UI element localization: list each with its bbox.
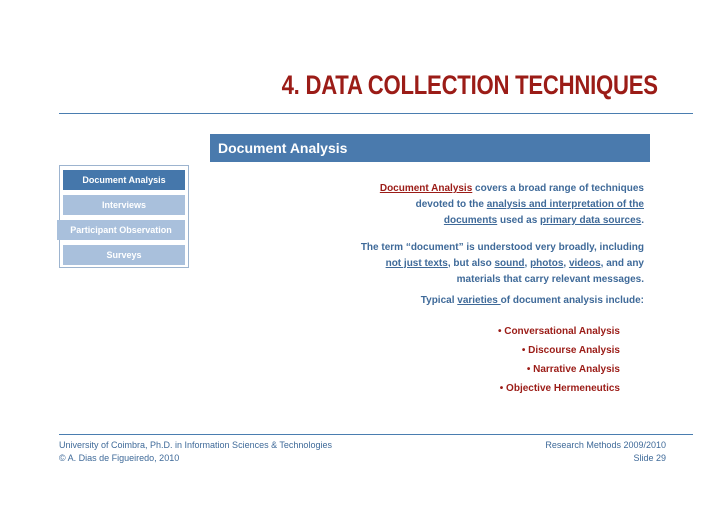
underlined-phrase: not just texts: [385, 258, 448, 269]
text-span: , but also: [447, 258, 495, 269]
text-span: used as: [497, 215, 541, 226]
footer-copyright: © A. Dias de Figueiredo, 2010: [59, 453, 180, 463]
nav-item-document-analysis[interactable]: Document Analysis: [63, 170, 185, 190]
list-item: • Narrative Analysis: [526, 364, 620, 375]
text-span: The term “document” is understood very broadly, including: [360, 242, 644, 253]
nav-item-interviews[interactable]: Interviews: [63, 195, 185, 215]
text-span: ,: [524, 258, 531, 269]
text-span: .: [641, 215, 644, 226]
slide-title: 4. DATA COLLECTION TECHNIQUES: [281, 70, 658, 100]
topic-navigation: [59, 165, 189, 268]
list-item: • Conversational Analysis: [497, 326, 620, 337]
paragraph-document-scope: [350, 240, 644, 288]
paragraph-line: [350, 197, 644, 213]
underlined-phrase: photos: [530, 258, 564, 269]
paragraph-line: [350, 272, 644, 288]
list-item: • Discourse Analysis: [521, 345, 620, 356]
text-span: devoted to the: [415, 199, 487, 210]
text-span: , and any: [600, 258, 644, 269]
paragraph-line: [350, 293, 644, 309]
title-divider: [59, 113, 693, 114]
nav-item-participant-observation[interactable]: Participant Observation: [57, 220, 185, 240]
underlined-phrase: analysis and interpretation of the: [486, 199, 644, 210]
text-span: ,: [563, 258, 569, 269]
text-span: of document analysis include:: [500, 295, 644, 306]
paragraph-definition: [350, 181, 644, 229]
footer-divider: [59, 434, 693, 435]
underlined-phrase: sound: [494, 258, 525, 269]
section-header: Document Analysis: [210, 134, 650, 162]
text-span: Typical: [420, 295, 458, 306]
term-document-analysis: Document Analysis: [379, 183, 473, 194]
text-span: covers a broad range of techniques: [472, 183, 644, 194]
paragraph-line: [350, 256, 644, 272]
paragraph-line: [350, 213, 644, 229]
text-span: materials that carry relevant messages.: [456, 274, 644, 285]
paragraph-line: [350, 240, 644, 256]
underlined-phrase: documents: [443, 215, 498, 226]
footer-course: Research Methods 2009/2010: [545, 440, 666, 450]
footer-slide-number: Slide 29: [633, 453, 666, 463]
underlined-phrase: videos: [568, 258, 601, 269]
paragraph-varieties: [350, 293, 644, 309]
list-item: • Objective Hermeneutics: [499, 383, 620, 394]
underlined-phrase: primary data sources: [540, 215, 642, 226]
paragraph-line: [350, 181, 644, 197]
footer-institution: University of Coimbra, Ph.D. in Information Sciences & Technologies: [59, 440, 332, 450]
nav-item-surveys[interactable]: Surveys: [63, 245, 185, 265]
underlined-phrase: varieties: [457, 295, 501, 306]
